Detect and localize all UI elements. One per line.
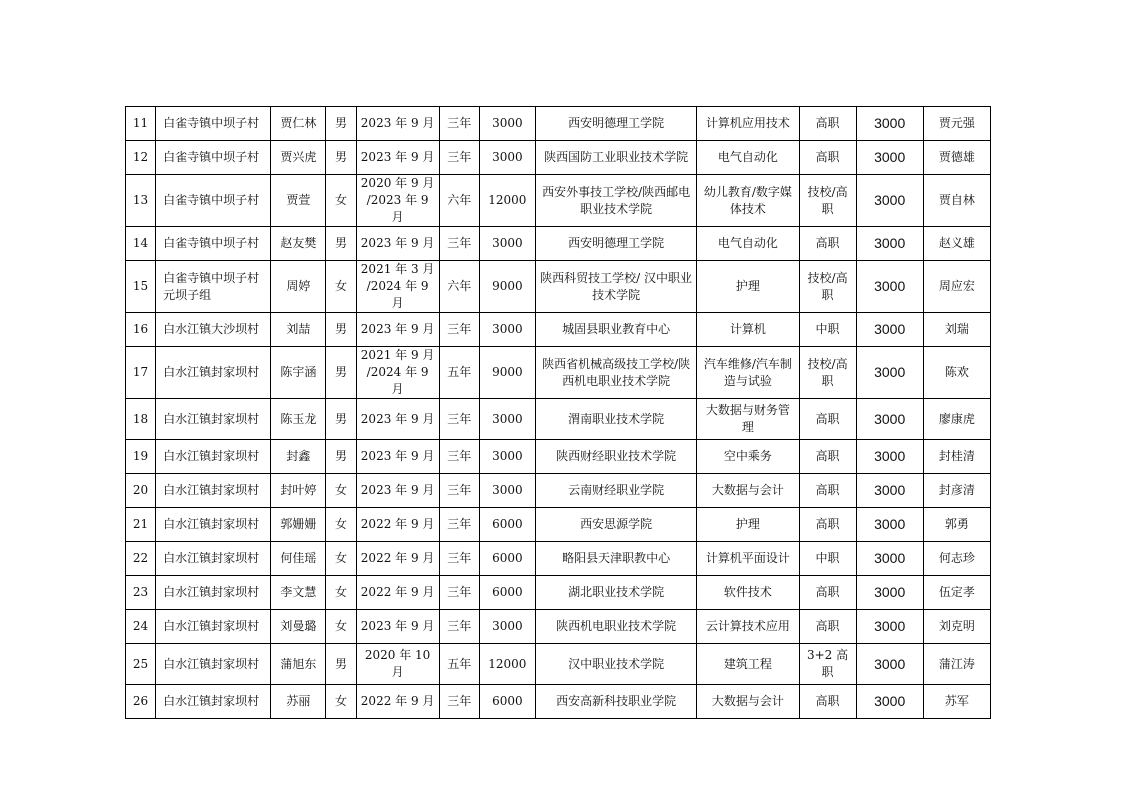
cell-subsidy: 3000 [856, 685, 923, 719]
cell-duration: 三年 [439, 542, 479, 576]
cell-amount: 6000 [479, 576, 535, 610]
cell-level: 高职 [799, 399, 856, 440]
cell-amount: 3000 [479, 227, 535, 261]
cell-school: 西安明德理工学院 [535, 227, 696, 261]
cell-subsidy: 3000 [856, 474, 923, 508]
cell-duration: 三年 [439, 227, 479, 261]
cell-no: 21 [126, 508, 156, 542]
cell-no: 11 [126, 107, 156, 141]
cell-village: 白水江镇封家坝村 [156, 508, 271, 542]
cell-major: 建筑工程 [697, 644, 799, 685]
cell-level: 中职 [799, 542, 856, 576]
cell-amount: 12000 [479, 175, 535, 227]
cell-subsidy: 3000 [856, 227, 923, 261]
cell-duration: 六年 [439, 261, 479, 313]
cell-enroll-date: 2020 年 10 月 [356, 644, 439, 685]
cell-enroll-date: 2023 年 9 月 [356, 141, 439, 175]
cell-guardian: 刘瑞 [923, 313, 990, 347]
cell-amount: 3000 [479, 440, 535, 474]
cell-guardian: 刘克明 [923, 610, 990, 644]
cell-major: 大数据与会计 [697, 685, 799, 719]
cell-school: 汉中职业技术学院 [535, 644, 696, 685]
cell-amount: 3000 [479, 399, 535, 440]
cell-village: 白雀寺镇中坝子村 [156, 227, 271, 261]
cell-school: 略阳县天津职教中心 [535, 542, 696, 576]
cell-duration: 三年 [439, 610, 479, 644]
cell-subsidy: 3000 [856, 347, 923, 399]
cell-enroll-date: 2022 年 9 月 [356, 576, 439, 610]
cell-enroll-date: 2020 年 9 月 /2023 年 9 月 [356, 175, 439, 227]
cell-subsidy: 3000 [856, 508, 923, 542]
cell-duration: 三年 [439, 107, 479, 141]
cell-amount: 12000 [479, 644, 535, 685]
cell-no: 23 [126, 576, 156, 610]
cell-major: 计算机 [697, 313, 799, 347]
cell-amount: 3000 [479, 141, 535, 175]
cell-major: 软件技术 [697, 576, 799, 610]
table-row [126, 542, 991, 576]
cell-guardian: 封彦清 [923, 474, 990, 508]
cell-gender: 女 [326, 542, 356, 576]
cell-village: 白雀寺镇中坝子村 [156, 107, 271, 141]
cell-gender: 男 [326, 141, 356, 175]
cell-duration: 三年 [439, 576, 479, 610]
cell-gender: 男 [326, 107, 356, 141]
cell-village: 白水江镇封家坝村 [156, 644, 271, 685]
cell-major: 护理 [697, 261, 799, 313]
cell-level: 高职 [799, 508, 856, 542]
cell-school: 陕西机电职业技术学院 [535, 610, 696, 644]
cell-level: 高职 [799, 440, 856, 474]
table-row [126, 141, 991, 175]
cell-subsidy: 3000 [856, 440, 923, 474]
table-row [126, 576, 991, 610]
cell-gender: 男 [326, 440, 356, 474]
cell-level: 高职 [799, 107, 856, 141]
table-body [126, 107, 991, 719]
cell-guardian: 廖康虎 [923, 399, 990, 440]
cell-level: 高职 [799, 610, 856, 644]
cell-name: 刘曼璐 [271, 610, 326, 644]
cell-guardian: 苏军 [923, 685, 990, 719]
cell-no: 19 [126, 440, 156, 474]
cell-school: 西安明德理工学院 [535, 107, 696, 141]
cell-subsidy: 3000 [856, 576, 923, 610]
cell-enroll-date: 2022 年 9 月 [356, 542, 439, 576]
cell-enroll-date: 2022 年 9 月 [356, 508, 439, 542]
cell-school: 陕西省机械高级技工学校/陕西机电职业技术学院 [535, 347, 696, 399]
cell-gender: 男 [326, 227, 356, 261]
cell-level: 技校/高职 [799, 347, 856, 399]
student-subsidy-table [125, 106, 991, 719]
cell-duration: 三年 [439, 399, 479, 440]
cell-level: 中职 [799, 313, 856, 347]
table-row [126, 347, 991, 399]
cell-name: 贾仁林 [271, 107, 326, 141]
cell-major: 计算机应用技术 [697, 107, 799, 141]
cell-gender: 女 [326, 610, 356, 644]
cell-duration: 三年 [439, 685, 479, 719]
cell-subsidy: 3000 [856, 644, 923, 685]
cell-no: 14 [126, 227, 156, 261]
cell-no: 26 [126, 685, 156, 719]
table-row [126, 685, 991, 719]
cell-amount: 3000 [479, 107, 535, 141]
cell-amount: 3000 [479, 610, 535, 644]
table-row [126, 313, 991, 347]
cell-no: 12 [126, 141, 156, 175]
cell-village: 白水江镇封家坝村 [156, 399, 271, 440]
cell-school: 云南财经职业学院 [535, 474, 696, 508]
cell-enroll-date: 2023 年 9 月 [356, 107, 439, 141]
cell-school: 西安思源学院 [535, 508, 696, 542]
cell-school: 西安高新科技职业学院 [535, 685, 696, 719]
cell-guardian: 贾自林 [923, 175, 990, 227]
cell-enroll-date: 2021 年 9 月 /2024 年 9 月 [356, 347, 439, 399]
cell-school: 西安外事技工学校/陕西邮电职业技术学院 [535, 175, 696, 227]
cell-amount: 3000 [479, 313, 535, 347]
cell-no: 13 [126, 175, 156, 227]
cell-subsidy: 3000 [856, 610, 923, 644]
cell-gender: 女 [326, 576, 356, 610]
cell-village: 白水江镇封家坝村 [156, 610, 271, 644]
cell-duration: 三年 [439, 474, 479, 508]
cell-level: 高职 [799, 227, 856, 261]
cell-village: 白水江镇封家坝村 [156, 440, 271, 474]
cell-name: 贾萱 [271, 175, 326, 227]
cell-name: 封叶婷 [271, 474, 326, 508]
table-row [126, 474, 991, 508]
cell-level: 高职 [799, 685, 856, 719]
cell-name: 陈宇涵 [271, 347, 326, 399]
cell-subsidy: 3000 [856, 107, 923, 141]
cell-name: 刘喆 [271, 313, 326, 347]
cell-name: 陈玉龙 [271, 399, 326, 440]
cell-no: 17 [126, 347, 156, 399]
cell-level: 3+2 高职 [799, 644, 856, 685]
cell-duration: 三年 [439, 508, 479, 542]
cell-school: 渭南职业技术学院 [535, 399, 696, 440]
cell-level: 技校/高职 [799, 175, 856, 227]
cell-major: 幼儿教育/数字媒体技术 [697, 175, 799, 227]
cell-no: 25 [126, 644, 156, 685]
cell-guardian: 赵义雄 [923, 227, 990, 261]
cell-school: 湖北职业技术学院 [535, 576, 696, 610]
cell-amount: 3000 [479, 474, 535, 508]
cell-subsidy: 3000 [856, 141, 923, 175]
cell-village: 白雀寺镇中坝子村 [156, 175, 271, 227]
table-row [126, 175, 991, 227]
cell-enroll-date: 2022 年 9 月 [356, 685, 439, 719]
cell-major: 电气自动化 [697, 141, 799, 175]
cell-name: 赵友樊 [271, 227, 326, 261]
table-row [126, 610, 991, 644]
table-row [126, 261, 991, 313]
cell-duration: 三年 [439, 313, 479, 347]
cell-no: 15 [126, 261, 156, 313]
cell-school: 陕西科贸技工学校/ 汉中职业技术学院 [535, 261, 696, 313]
cell-school: 陕西国防工业职业技术学院 [535, 141, 696, 175]
cell-enroll-date: 2023 年 9 月 [356, 227, 439, 261]
cell-gender: 女 [326, 685, 356, 719]
cell-name: 蒲旭东 [271, 644, 326, 685]
cell-subsidy: 3000 [856, 175, 923, 227]
cell-enroll-date: 2021 年 3 月 /2024 年 9 月 [356, 261, 439, 313]
cell-gender: 男 [326, 399, 356, 440]
cell-gender: 男 [326, 313, 356, 347]
cell-name: 周婷 [271, 261, 326, 313]
cell-level: 技校/高职 [799, 261, 856, 313]
cell-major: 汽车维修/汽车制造与试验 [697, 347, 799, 399]
cell-duration: 三年 [439, 440, 479, 474]
cell-guardian: 郭勇 [923, 508, 990, 542]
cell-gender: 女 [326, 175, 356, 227]
cell-major: 大数据与会计 [697, 474, 799, 508]
cell-subsidy: 3000 [856, 261, 923, 313]
cell-major: 大数据与财务管理 [697, 399, 799, 440]
cell-village: 白水江镇封家坝村 [156, 347, 271, 399]
cell-subsidy: 3000 [856, 313, 923, 347]
cell-enroll-date: 2023 年 9 月 [356, 610, 439, 644]
cell-enroll-date: 2023 年 9 月 [356, 474, 439, 508]
cell-amount: 6000 [479, 685, 535, 719]
cell-major: 计算机平面设计 [697, 542, 799, 576]
cell-no: 16 [126, 313, 156, 347]
cell-duration: 五年 [439, 347, 479, 399]
cell-guardian: 陈欢 [923, 347, 990, 399]
table-row [126, 107, 991, 141]
cell-enroll-date: 2023 年 9 月 [356, 313, 439, 347]
cell-no: 24 [126, 610, 156, 644]
cell-level: 高职 [799, 576, 856, 610]
cell-major: 云计算技术应用 [697, 610, 799, 644]
cell-guardian: 贾德雄 [923, 141, 990, 175]
cell-guardian: 封桂清 [923, 440, 990, 474]
cell-village: 白雀寺镇中坝子村 [156, 141, 271, 175]
cell-name: 苏丽 [271, 685, 326, 719]
cell-school: 陕西财经职业技术学院 [535, 440, 696, 474]
cell-village: 白水江镇大沙坝村 [156, 313, 271, 347]
cell-gender: 男 [326, 347, 356, 399]
cell-major: 空中乘务 [697, 440, 799, 474]
cell-no: 20 [126, 474, 156, 508]
cell-name: 李文慧 [271, 576, 326, 610]
table-row [126, 227, 991, 261]
cell-name: 贾兴虎 [271, 141, 326, 175]
cell-amount: 9000 [479, 347, 535, 399]
cell-guardian: 蒲江涛 [923, 644, 990, 685]
table-row [126, 508, 991, 542]
cell-village: 白水江镇封家坝村 [156, 576, 271, 610]
cell-village: 白水江镇封家坝村 [156, 685, 271, 719]
cell-gender: 女 [326, 261, 356, 313]
cell-guardian: 何志珍 [923, 542, 990, 576]
cell-guardian: 伍定孝 [923, 576, 990, 610]
cell-amount: 9000 [479, 261, 535, 313]
cell-subsidy: 3000 [856, 542, 923, 576]
cell-gender: 女 [326, 508, 356, 542]
table-row [126, 440, 991, 474]
cell-level: 高职 [799, 474, 856, 508]
cell-guardian: 周应宏 [923, 261, 990, 313]
cell-guardian: 贾元强 [923, 107, 990, 141]
cell-amount: 6000 [479, 542, 535, 576]
cell-village: 白水江镇封家坝村 [156, 542, 271, 576]
cell-subsidy: 3000 [856, 399, 923, 440]
cell-duration: 三年 [439, 141, 479, 175]
table-row [126, 644, 991, 685]
cell-gender: 男 [326, 644, 356, 685]
cell-major: 电气自动化 [697, 227, 799, 261]
cell-enroll-date: 2023 年 9 月 [356, 440, 439, 474]
cell-no: 18 [126, 399, 156, 440]
cell-village: 白雀寺镇中坝子村元坝子组 [156, 261, 271, 313]
cell-enroll-date: 2023 年 9 月 [356, 399, 439, 440]
cell-level: 高职 [799, 141, 856, 175]
cell-name: 封鑫 [271, 440, 326, 474]
cell-school: 城固县职业教育中心 [535, 313, 696, 347]
cell-duration: 六年 [439, 175, 479, 227]
table-row [126, 399, 991, 440]
cell-duration: 五年 [439, 644, 479, 685]
cell-major: 护理 [697, 508, 799, 542]
cell-amount: 6000 [479, 508, 535, 542]
cell-name: 郭姗姗 [271, 508, 326, 542]
cell-no: 22 [126, 542, 156, 576]
cell-name: 何佳瑶 [271, 542, 326, 576]
cell-gender: 女 [326, 474, 356, 508]
cell-village: 白水江镇封家坝村 [156, 474, 271, 508]
